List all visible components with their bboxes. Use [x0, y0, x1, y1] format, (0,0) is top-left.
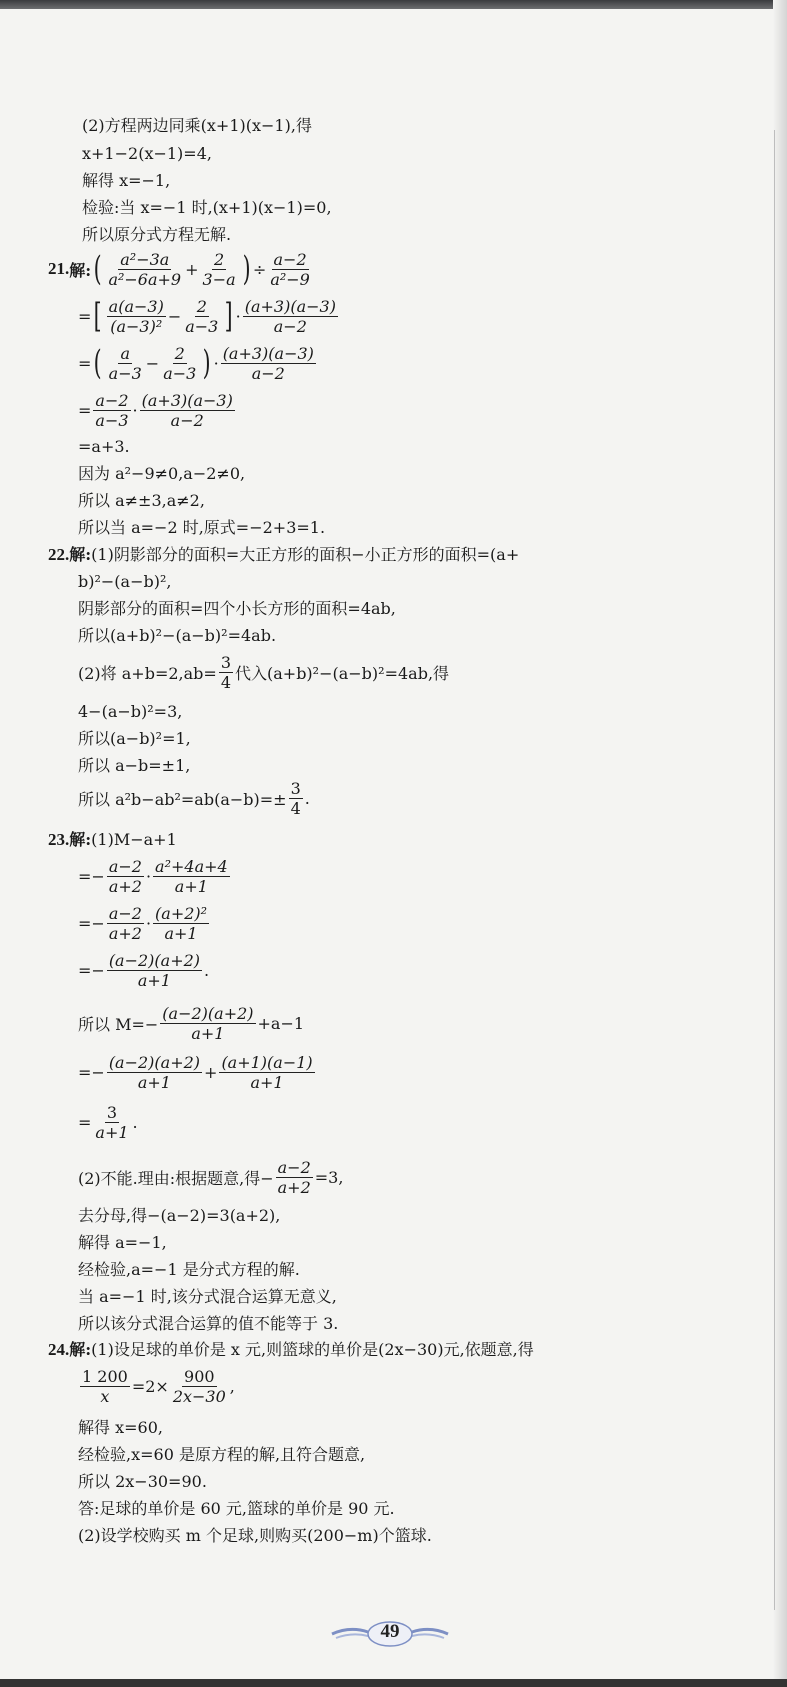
- q23-line-8: [78, 1155, 343, 1199]
- operator: =−: [78, 866, 105, 886]
- question-number-21: 21.: [48, 259, 70, 278]
- operator: ·: [145, 913, 152, 933]
- solution-label: 解:: [69, 830, 92, 849]
- operator: =−: [78, 1062, 105, 1082]
- q24-line-2: [78, 1364, 235, 1408]
- question-number-24: 24.: [48, 1340, 70, 1359]
- fraction: $\frac{a-2}{\text{a²−9}}$: [270, 249, 310, 289]
- page-number-badge: [330, 1618, 450, 1650]
- operator: −: [145, 353, 160, 373]
- text-line: 所以 a−b=±1,: [78, 756, 191, 775]
- operator: −: [167, 306, 182, 326]
- solution-label: 解:: [69, 260, 92, 280]
- page-number: 49: [380, 1621, 400, 1642]
- q23-line-1: [48, 830, 177, 850]
- text-line: b)²−(a−b)²,: [78, 572, 172, 591]
- fraction: $\frac{3}{4}$: [290, 778, 301, 818]
- text-line: 经检验,a=−1 是分式方程的解.: [78, 1260, 300, 1279]
- text-line: (2)设学校购买 m 个足球,则购买(200−m)个篮球.: [78, 1526, 432, 1545]
- text-line: (2)将 a+b=2,ab=: [78, 663, 217, 683]
- operator: =: [78, 1112, 92, 1132]
- fraction: $\frac{(a+3)(a-3)}{a-2}$: [222, 343, 314, 383]
- fraction: $\frac{\text{(a+2)²}}{a+1}$: [155, 903, 208, 943]
- operator: .: [132, 1112, 138, 1132]
- text-line: 所以 2x−30=90.: [78, 1472, 207, 1491]
- q22-line-5: [78, 650, 449, 694]
- question-number-23: 23.: [48, 830, 70, 849]
- solution-label: 解:: [69, 1340, 92, 1359]
- text-line: (1)M−a+1: [91, 830, 177, 849]
- operator: ·: [132, 400, 138, 420]
- text-line: 阴影部分的面积=四个小长方形的面积=4ab,: [78, 599, 396, 618]
- q23-line-7: [78, 1100, 138, 1144]
- text-line: 所以 M=−: [78, 1014, 159, 1034]
- q21-line-4: [78, 388, 237, 432]
- operator: ,: [229, 1376, 235, 1396]
- fraction: $\frac{a-2}{a+2}$: [108, 856, 142, 896]
- text-line: 所以 a²b−ab²=ab(a−b)=±: [78, 789, 287, 809]
- operator: =2×: [131, 1376, 169, 1396]
- q22-line-1: [48, 545, 519, 565]
- text-line: 当 a=−1 时,该分式混合运算无意义,: [78, 1287, 337, 1306]
- q21-line-3: [78, 341, 318, 385]
- text-line: (2)不能.理由:根据题意,得−: [78, 1168, 274, 1188]
- fraction: $\frac{a(a-3)}{\text{(a−3)²}}$: [108, 296, 164, 336]
- text-line: =a+3.: [78, 437, 130, 456]
- bracket: [: [94, 296, 103, 336]
- fraction: $\frac{(a+3)(a-3)}{a-2}$: [244, 296, 336, 336]
- fraction: $\frac{a-2}{a+2}$: [277, 1157, 311, 1197]
- operator: +: [185, 259, 199, 279]
- paren: ): [202, 343, 211, 383]
- q23-line-3: [78, 901, 211, 945]
- paren: (: [93, 249, 102, 289]
- operator: =: [78, 353, 92, 373]
- text-line: 4−(a−b)²=3,: [78, 702, 183, 721]
- operator: ·: [235, 306, 241, 326]
- q23-line-6: [78, 1050, 317, 1094]
- text-line: 所以(a−b)²=1,: [78, 729, 191, 748]
- q24-line-1: [48, 1340, 534, 1360]
- fraction: $\frac{2}{a-3}$: [185, 296, 219, 336]
- q23-line-4: [78, 948, 209, 992]
- q21-line-2: [78, 293, 340, 339]
- text-line: (1)阴影部分的面积=大正方形的面积−小正方形的面积=(a+: [91, 545, 520, 564]
- text-line: x+1−2(x−1)=4,: [82, 144, 212, 163]
- operator: ÷: [252, 259, 267, 279]
- text-line: =3,: [314, 1167, 344, 1187]
- operator: =: [78, 400, 92, 420]
- operator: ·: [213, 353, 219, 373]
- fraction: $\frac{(a-2)(a+2)}{a+1}$: [162, 1003, 254, 1043]
- text-line: 因为 a²−9≠0,a−2≠0,: [78, 464, 246, 483]
- q21-line-1: [48, 246, 314, 292]
- text-line: 所以(a+b)²−(a−b)²=4ab.: [78, 626, 277, 645]
- text-line: 所以原分式方程无解.: [82, 225, 232, 244]
- q23-line-5: [78, 1001, 304, 1045]
- fraction: $\frac{1 200}{x}$: [82, 1366, 128, 1406]
- fraction: $\frac{(a+1)(a-1)}{a+1}$: [221, 1052, 313, 1092]
- fraction: $\frac{a-2}{a+2}$: [108, 903, 142, 943]
- fraction: $\frac{\text{a²+4a+4}}{a+1}$: [155, 856, 228, 896]
- operator: =: [78, 306, 92, 326]
- question-number-22: 22.: [48, 545, 70, 564]
- fraction: $\frac{2}{3-a}$: [202, 249, 236, 289]
- bracket: ]: [225, 296, 233, 336]
- fraction: $\frac{900}{2x-30}$: [172, 1366, 226, 1406]
- operator: =−: [78, 960, 105, 980]
- paren: ): [242, 249, 251, 289]
- fraction: $\frac{\text{a²−3a}}{\text{a²−6a+9}}$: [108, 249, 182, 289]
- operator: ·: [145, 866, 152, 886]
- fraction: $\frac{2}{a-3}$: [163, 343, 197, 383]
- scan-bottom-edge: [0, 1679, 787, 1687]
- text-line: (1)设足球的单价是 x 元,则篮球的单价是(2x−30)元,依题意,得: [91, 1340, 534, 1359]
- fraction: $\frac{(a+3)(a-3)}{a-2}$: [141, 390, 233, 430]
- q23-line-2: [78, 854, 232, 898]
- fraction: $\frac{a-2}{a-3}$: [95, 390, 129, 430]
- operator: .: [304, 788, 310, 808]
- operator: +: [204, 1062, 218, 1082]
- fraction: $\frac{a}{a-3}$: [108, 343, 142, 383]
- text-line: 答:足球的单价是 60 元,篮球的单价是 90 元.: [78, 1499, 395, 1518]
- text-line: 所以 a≠±3,a≠2,: [78, 491, 205, 510]
- fraction: $\frac{(a-2)(a+2)}{a+1}$: [108, 1052, 201, 1092]
- paren: (: [94, 343, 103, 383]
- text-line: 经检验,x=60 是原方程的解,且符合题意,: [78, 1445, 366, 1464]
- text-line: (2)方程两边同乘(x+1)(x−1),得: [82, 116, 312, 135]
- operator: .: [204, 960, 210, 980]
- text-line: 检验:当 x=−1 时,(x+1)(x−1)=0,: [82, 198, 332, 217]
- text-line: 解得 x=60,: [78, 1418, 163, 1437]
- text-line: 解得 a=−1,: [78, 1233, 167, 1252]
- text-line: 所以当 a=−2 时,原式=−2+3=1.: [78, 518, 326, 537]
- text-line: 去分母,得−(a−2)=3(a+2),: [78, 1206, 281, 1225]
- fraction: $\frac{3}{a+1}$: [95, 1102, 129, 1142]
- text-line: 解得 x=−1,: [82, 171, 171, 190]
- text-line: 代入(a+b)²−(a−b)²=4ab,得: [235, 663, 450, 683]
- solution-label: 解:: [69, 545, 92, 564]
- operator: =−: [78, 913, 105, 933]
- text-line: 所以该分式混合运算的值不能等于 3.: [78, 1314, 339, 1333]
- fraction: $\frac{3}{4}$: [220, 652, 231, 692]
- q22-line-9: [78, 776, 310, 820]
- fraction: $\frac{(a-2)(a+2)}{a+1}$: [108, 950, 201, 990]
- operator: +a−1: [257, 1013, 305, 1033]
